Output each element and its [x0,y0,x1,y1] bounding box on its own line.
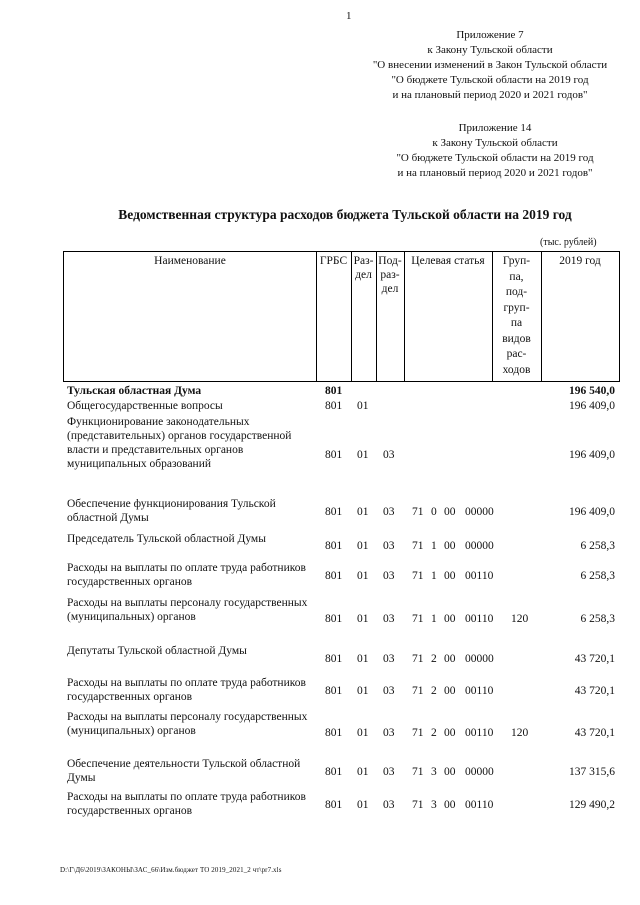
row-t4: 00000 [465,506,494,518]
row-vr: 120 [511,727,529,739]
row-t1: 71 [412,727,424,739]
row-t1: 71 [412,766,424,778]
row-amount: 196 409,0 [569,400,615,412]
row-pr: 03 [383,727,395,739]
row-grbs: 801 [325,570,343,582]
row-name: Расходы на выплаты персоналу государственных (муниципальных) органов [67,597,308,623]
row-rz: 01 [357,799,369,811]
appendix-14-block [370,121,620,181]
appendix-14-line1: Приложение 14 [458,122,532,134]
row-t3: 00 [444,685,456,697]
row-t2: 2 [431,653,437,665]
row-grbs: 801 [325,685,343,697]
row-grbs: 801 [325,727,343,739]
row-rz: 01 [357,766,369,778]
row-t4: 00000 [465,540,494,552]
header-podrazdel: Под- раз- дел [378,255,402,295]
appendix-14-line2: к Закону Тульской области [432,137,558,149]
row-t1: 71 [412,799,424,811]
row-rz: 01 [357,653,369,665]
row-grbs: 801 [325,799,343,811]
row-grbs: 801 [325,540,343,552]
row-pr: 03 [383,766,395,778]
row-grbs: 801 [325,613,343,625]
row-rz: 01 [357,540,369,552]
row-amount: 43 720,1 [574,653,615,665]
units-label: (тыс. рублей) [540,237,597,248]
row-pr: 03 [383,570,395,582]
appendix-7-block [350,28,630,103]
row-t1: 71 [412,570,424,582]
table-header [63,251,620,382]
row-grbs: 801 [325,766,343,778]
row-grbs: 801 [325,449,343,461]
header-grbs: ГРБС [319,255,348,267]
row-name: Депутаты Тульской областной Думы [67,645,247,657]
page-number: 1 [346,10,352,22]
row-amount: 196 409,0 [569,506,615,518]
document-title: Ведомственная структура расходов бюджета Тульской области на 2019 год [118,207,572,222]
row-t4: 00110 [465,570,494,582]
row-t2: 1 [431,540,437,552]
row-name: Функционирование законодательных (представительных) органов государственной власти и представительных органов муниципальных образований [67,416,292,470]
row-t2: 3 [431,799,437,811]
row-amount: 129 490,2 [569,799,615,811]
row-t4: 00110 [465,727,494,739]
row-name: Общегосударственные вопросы [67,400,223,412]
row-pr: 03 [383,613,395,625]
row-t2: 0 [431,506,437,518]
row-t3: 00 [444,540,456,552]
row-t3: 00 [444,766,456,778]
row-t2: 3 [431,766,437,778]
row-amount: 43 720,1 [574,727,615,739]
row-t2: 2 [431,727,437,739]
row-rz: 01 [357,685,369,697]
row-t1: 71 [412,613,424,625]
row-t3: 00 [444,613,456,625]
row-t1: 71 [412,653,424,665]
row-vr: 120 [511,613,529,625]
row-amount: 6 258,3 [580,570,615,582]
appendix-14-line4: и на плановый период 2020 и 2021 годов" [397,167,593,179]
row-amount: 196 540,0 [569,385,615,397]
row-pr: 03 [383,653,395,665]
row-pr: 03 [383,540,395,552]
header-year: 2019 год [559,255,601,267]
row-name: Обеспечение деятельности Тульской областной Думы [67,758,301,784]
header-target: Целевая статья [411,255,485,267]
row-t3: 00 [444,799,456,811]
appendix-7-line4: "О бюджете Тульской области на 2019 год [391,74,589,86]
row-grbs: 801 [325,400,343,412]
row-name: Расходы на выплаты персоналу государственных (муниципальных) органов [67,711,308,737]
row-t4: 00000 [465,653,494,665]
appendix-7-line2: к Закону Тульской области [427,44,553,56]
row-pr: 03 [383,506,395,518]
row-name: Расходы на выплаты по оплате труда работников государственных органов [67,791,306,817]
row-t4: 00000 [465,766,494,778]
row-rz: 01 [357,400,369,412]
row-amount: 196 409,0 [569,449,615,461]
row-t2: 2 [431,685,437,697]
row-amount: 6 258,3 [580,613,615,625]
row-t2: 1 [431,613,437,625]
header-group: Груп- па, под- груп- па видов рас- ходов [502,255,531,376]
appendix-7-line3: "О внесении изменений в Закон Тульской области [372,59,608,71]
row-name: Расходы на выплаты по оплате труда работников государственных органов [67,677,306,703]
row-name: Обеспечение функционирования Тульской областной Думы [67,498,276,524]
row-grbs: 801 [325,506,343,518]
row-t1: 71 [412,540,424,552]
appendix-7-line1: Приложение 7 [456,29,524,41]
row-t1: 71 [412,685,424,697]
row-t3: 00 [444,570,456,582]
row-pr: 03 [383,685,395,697]
row-grbs: 801 [325,653,343,665]
row-amount: 43 720,1 [574,685,615,697]
header-name: Наименование [154,255,226,267]
row-grbs: 801 [325,385,343,397]
row-t3: 00 [444,727,456,739]
row-t4: 00110 [465,685,494,697]
row-name: Тульская областная Дума [67,385,202,397]
row-t4: 00110 [465,613,494,625]
appendix-7-line5: и на плановый период 2020 и 2021 годов" [392,89,588,101]
row-rz: 01 [357,506,369,518]
row-t3: 00 [444,653,456,665]
row-rz: 01 [357,613,369,625]
row-pr: 03 [383,799,395,811]
row-t2: 1 [431,570,437,582]
row-rz: 01 [357,449,369,461]
header-razdel: Раз- дел [353,255,374,281]
row-name: Расходы на выплаты по оплате труда работников государственных органов [67,562,306,588]
appendix-14-line3: "О бюджете Тульской области на 2019 год [396,152,594,164]
row-t4: 00110 [465,799,494,811]
row-amount: 6 258,3 [580,540,615,552]
row-t3: 00 [444,506,456,518]
row-name: Председатель Тульской областной Думы [67,533,266,545]
row-rz: 01 [357,727,369,739]
file-path-footer: D:\Г\Д6\2019\ЗАКОНЫ\ЗАС_66\Изм.бюджет ТО 2019_2021_2 чт\pr7.xls [60,866,282,874]
row-pr: 03 [383,449,395,461]
row-amount: 137 315,6 [569,766,615,778]
row-rz: 01 [357,570,369,582]
row-t1: 71 [412,506,424,518]
